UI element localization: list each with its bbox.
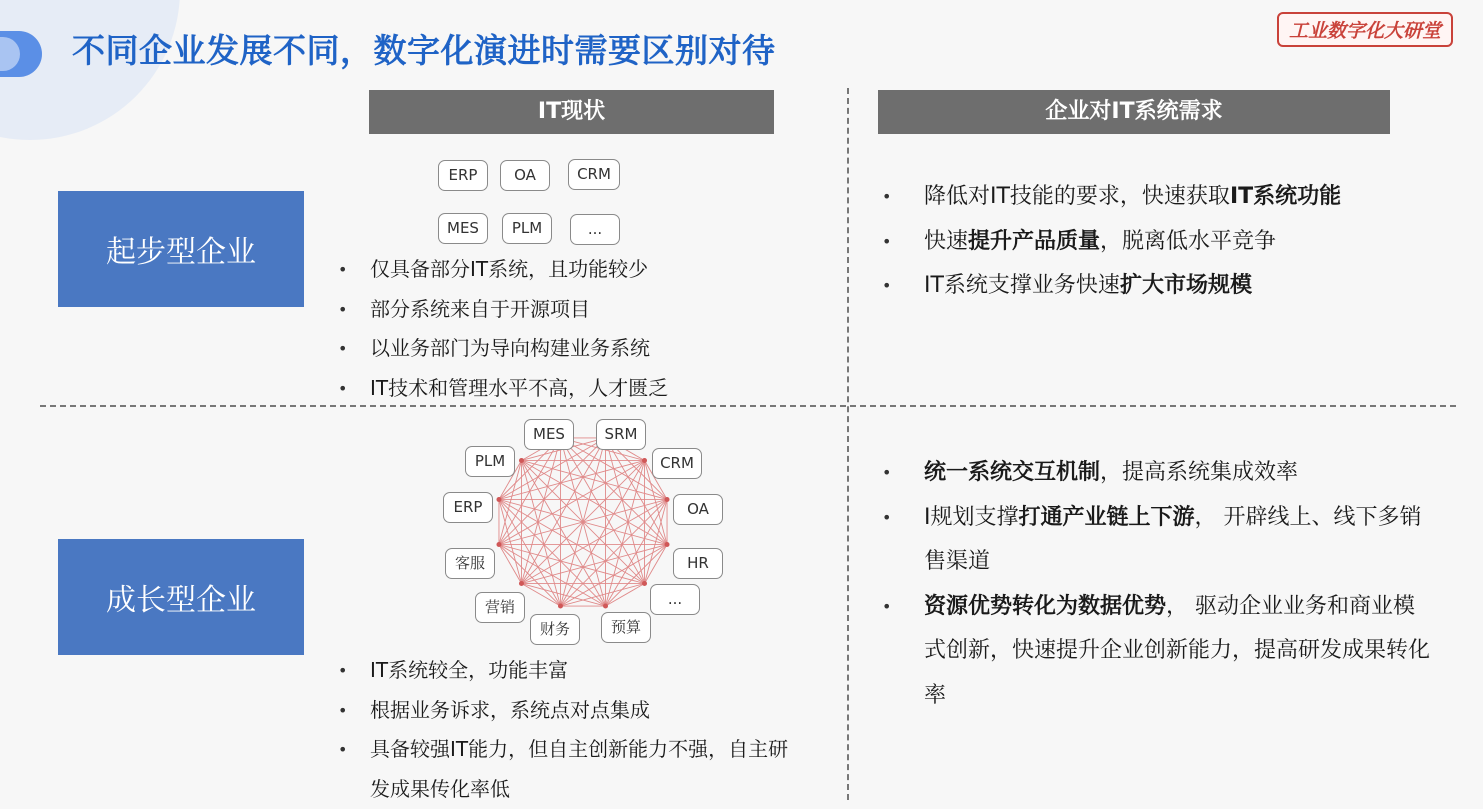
network-node: OA (673, 494, 723, 525)
need-text-segment: IT系统支撑业务快速 (924, 273, 1120, 298)
network-node: 营销 (475, 592, 525, 623)
column-header-it-status: IT现状 (369, 90, 774, 134)
need-text-segment: ， 驱动企业业务和商业模式创新，快速提升企业创新能力，提高研发成果转化率 (924, 593, 1431, 708)
network-point (496, 542, 501, 547)
need-text-segment: 统一系统交互机制 (924, 460, 1101, 485)
need-text-segment: ， 开辟线上、线下多销售渠道 (924, 504, 1422, 574)
network-point (519, 458, 524, 463)
need-text-segment: 快速 (924, 228, 969, 254)
network-link (521, 460, 667, 499)
need-item (882, 451, 1432, 496)
network-link (499, 545, 645, 584)
network-node: CRM (652, 448, 702, 479)
list-item: • 仅具备部分IT系统，且功能较少 (338, 250, 808, 290)
network-point (519, 581, 524, 586)
network-point (496, 497, 501, 502)
startup-enterprise-label: 起步型企业 (58, 191, 304, 307)
network-node: HR (673, 548, 723, 579)
network-point (665, 542, 670, 547)
network-point (665, 497, 670, 502)
need-text-segment: 提升产品质量 (968, 228, 1101, 254)
list-item: • 以业务部门为导向构建业务系统 (338, 329, 808, 369)
need-text-segment: I规划支撑 (924, 504, 1019, 530)
need-text-segment: 打通产业链上下游 (1018, 504, 1195, 530)
list-item: • 具备较强IT能力，但自主创新能力不强，自主研发成果传化率低 (338, 730, 798, 809)
list-item: • IT技术和管理水平不高，人才匮乏 (338, 369, 808, 409)
growth-needs-list (882, 451, 1432, 718)
growth-it-status-list (338, 651, 798, 809)
network-node: SRM (596, 419, 646, 450)
network-node: ... (650, 584, 700, 615)
network-point (642, 581, 647, 586)
network-point (603, 604, 608, 609)
system-tag: OA (500, 160, 550, 191)
network-node: 财务 (530, 614, 580, 645)
brand-logo: 工业数字化大研堂 (1277, 12, 1453, 47)
network-point (558, 604, 563, 609)
need-text-segment: ，脱离低水平竞争 (1100, 228, 1277, 254)
system-tag: MES (438, 213, 488, 244)
network-link (521, 460, 560, 606)
network-node: 预算 (601, 612, 651, 643)
network-node: 客服 (445, 548, 495, 579)
need-text-segment: 降低对IT技能的要求，快速获取 (924, 184, 1230, 209)
list-item: • 根据业务诉求，系统点对点集成 (338, 691, 798, 731)
need-item (882, 496, 1432, 585)
need-text-segment: 扩大市场规模 (1119, 273, 1252, 298)
network-node: PLM (465, 446, 515, 477)
system-tag: PLM (502, 213, 552, 244)
list-item: • 部分系统来自于开源项目 (338, 290, 808, 330)
network-node: ERP (443, 492, 493, 523)
network-link (521, 545, 667, 584)
network-point (642, 458, 647, 463)
need-item (882, 585, 1432, 719)
list-item: • IT系统较全，功能丰富 (338, 651, 798, 691)
network-link (499, 499, 561, 606)
growth-enterprise-label: 成长型企业 (58, 539, 304, 655)
need-text-segment: ，提高系统集成效率 (1100, 460, 1299, 485)
system-tag: CRM (568, 159, 620, 190)
network-node: MES (524, 419, 574, 450)
system-tag: ... (570, 214, 620, 245)
need-text-segment: IT系统功能 (1229, 184, 1342, 209)
need-text-segment: 资源优势转化为数据优势 (924, 593, 1167, 619)
system-tag: ERP (438, 160, 488, 191)
network-link (499, 460, 645, 499)
page-title: 不同企业发展不同，数字化演进时需要区别对待 (72, 31, 776, 70)
column-header-needs: 企业对IT系统需求 (878, 90, 1390, 134)
